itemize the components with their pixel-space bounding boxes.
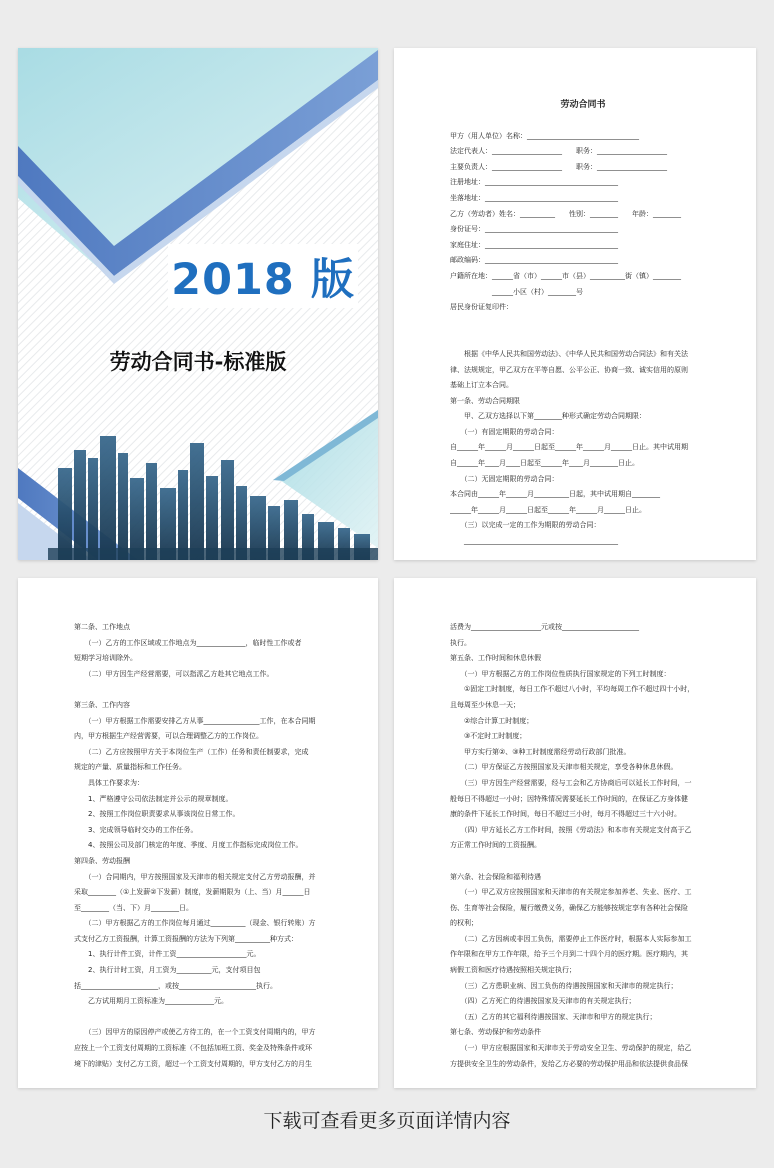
- text-line: 身份证号：______________________________________: [450, 225, 618, 234]
- text-line: 注册地址：______________________________________: [450, 178, 618, 187]
- text-line: 3、完成领导临时交办的工作任务。: [74, 825, 198, 834]
- text-line: （二）乙方因病或非因工负伤，需要停止工作医疗时，根据本人实际参加工: [450, 934, 692, 943]
- text-line: 律、法规规定，甲乙双方在平等自愿、公平公正、协商一致、诚实信用的原则: [450, 365, 688, 374]
- text-line: 第四条、劳动报酬: [74, 856, 130, 865]
- text-line: （三）乙方患职业病、因工负伤的待遇按照国家和天津市的规定执行；: [450, 981, 678, 990]
- text-line: 乙方试用期月工资标准为______________元。: [74, 997, 228, 1006]
- text-line: （三）以完成一定的工作为期限的劳动合同：: [450, 521, 601, 530]
- text-line: 内，甲方根据生产经营需要，可以合理调整乙方的工作岗位。: [74, 732, 263, 741]
- text-line: （一）甲方根据乙方的工作岗位性质执行国家规定的下列工时制度：: [450, 669, 671, 678]
- page-text: [450, 620, 716, 1072]
- cover-page: [18, 48, 378, 560]
- text-line: 般每日不得超过一小时；因特殊情况需要延长工作时间的，在保证乙方身体健: [450, 794, 688, 803]
- text-line: 康的条件下延长工作时间，每日不超过三小时，每月不得超过三十六小时。: [450, 810, 681, 819]
- text-line: （五）乙方的其它福利待遇按国家、天津市和甲方的规定执行；: [450, 1012, 657, 1021]
- text-line: 方提供安全卫生的劳动条件，发给乙方必要的劳动保护用品和依法提供食品保: [450, 1059, 688, 1068]
- text-line: 伤、生育等社会保险，履行缴费义务，确保乙方能够按规定享有各种社会保险: [450, 903, 688, 912]
- text-line: 第一条、劳动合同期限: [450, 396, 520, 405]
- text-line: [450, 316, 716, 332]
- text-line: 短期学习培训除外。: [74, 654, 137, 663]
- text-line: [450, 854, 716, 870]
- text-line: 甲方（用人单位）名称：________________________________: [450, 131, 639, 140]
- text-line: （一）有固定期限的劳动合同：: [450, 427, 559, 436]
- text-line: 本合同由______年______月__________日起，其中试用期自________: [450, 490, 660, 499]
- text-line: 第三条、工作内容: [74, 700, 130, 709]
- text-line: 甲、乙双方选择以下第________种形式确定劳动合同期限：: [450, 412, 646, 421]
- text-line: 的权利；: [450, 919, 478, 928]
- text-line: （二）无固定期限的劳动合同：: [450, 474, 559, 483]
- text-line: 邮政编码：______________________________________: [450, 256, 618, 265]
- contract-page-1: [394, 48, 756, 560]
- text-line: ①固定工时制度，每日工作不超过八小时，平均每周工作不超过四十小时，: [450, 685, 695, 694]
- text-line: 1、严格遵守公司依法制定并公示的规章制度。: [74, 794, 233, 803]
- text-line: 采取________（①上发薪②下发薪）制度，发薪期限为（上、当）月______日: [74, 888, 311, 897]
- text-line: （二）甲方根据乙方的工作岗位每月通过__________（现金、银行转账）方: [74, 919, 316, 928]
- text-line: 规定的产量、质量指标和工作任务。: [74, 763, 186, 772]
- cover-year-label: 2018 版: [168, 244, 358, 308]
- text-line: 活费为____________________元或按______________________: [450, 623, 639, 631]
- page-text: [74, 620, 338, 1072]
- text-line: （一）合同期内，甲方按照国家及天津市的相关规定支付乙方劳动报酬，并: [74, 872, 316, 881]
- contract-title: 劳动合同书: [560, 100, 606, 110]
- text-line: 家庭住址：______________________________________: [450, 240, 618, 249]
- text-line: 病假工资和医疗待遇按照相关规定执行；: [450, 966, 576, 975]
- text-line: 坐落地址：______________________________________: [450, 193, 618, 202]
- text-line: （一）甲方应根据国家和天津市关于劳动安全卫生、劳动保护的规定，给乙: [450, 1044, 692, 1053]
- text-line: 4、按照公司及部门核定的年度、季度、月度工作指标完成岗位工作。: [74, 841, 303, 850]
- text-line: [74, 682, 338, 698]
- text-line: 主要负责人：____________________ 职务：____________________: [450, 162, 667, 171]
- text-line: 第五条、工作时间和休息休假: [450, 654, 541, 663]
- text-line: 执行。: [450, 638, 471, 647]
- text-line: 自______年____月____日起至______年____月________日止。: [450, 459, 639, 468]
- text-line: 具体工作要求为：: [74, 778, 144, 787]
- contract-page-2: [18, 578, 378, 1088]
- text-line: 2、按照工作岗位职责要求从事该岗位日常工作。: [74, 810, 240, 819]
- text-line: [450, 331, 716, 347]
- text-line: 基础上订立本合同。: [450, 381, 513, 390]
- text-line: ③不定时工时制度；: [450, 732, 527, 741]
- text-line: 至________（当、下）月________日。: [74, 903, 193, 912]
- text-line: 应按上一个工资支付周期的工资标准（不包括加班工资、奖金及特殊条件或环: [74, 1044, 312, 1053]
- text-line: 式支付乙方工资报酬，计算工资报酬的方法为下列第__________种方式：: [74, 934, 298, 943]
- text-line: 2、执行计时工资，月工资为__________元，支付项目包: [74, 966, 261, 975]
- text-line: ______小区（村）________号: [450, 287, 583, 296]
- text-line: 自______年______月______日起至______年______月______日止。其中试用期: [450, 443, 688, 452]
- text-line: 乙方（劳动者）姓名：__________ 性别：________ 年龄：________: [450, 209, 681, 218]
- text-line: 且每周至少休息一天；: [450, 700, 520, 709]
- text-line: （二）甲方保证乙方按照国家及天津市相关规定，享受各种休息休假。: [450, 763, 678, 772]
- text-line: 第二条、工作地点: [74, 623, 130, 631]
- page-text: [450, 98, 716, 550]
- text-line: 方正常工作时间的工资报酬。: [450, 841, 541, 850]
- text-line: [74, 1010, 338, 1026]
- text-line: （三）甲方因生产经营需要，经与工会和乙方协商后可以延长工作时间，一: [450, 778, 692, 787]
- text-line: 法定代表人：____________________ 职务：____________________: [450, 147, 667, 156]
- text-line: 境下的津贴）支付乙方工资，超过一个工资支付周期的，甲方支付乙方的月生: [74, 1059, 312, 1068]
- text-line: 甲方实行第②、③种工时制度需经劳动行政部门批准。: [450, 747, 631, 756]
- text-line: （四）乙方死亡的待遇按国家及天津市的有关规定执行；: [450, 997, 636, 1006]
- text-line: 作年限和在甲方工作年限，给予三个月到二十四个月的医疗期。医疗期内，其: [450, 950, 688, 959]
- text-line: （三）因甲方的原因停产或使乙方待工的，在一个工资支付周期内的，甲方: [74, 1028, 316, 1037]
- text-line: 1、执行计件工资，计件工资____________________元。: [74, 950, 261, 959]
- text-line: （二）甲方因生产经营需要，可以指派乙方赴其它地点工作。: [74, 669, 274, 678]
- text-line: 根据《中华人民共和国劳动法》、《中华人民共和国劳动合同法》和有关法: [450, 349, 688, 358]
- text-line: 第七条、劳动保护和劳动条件: [450, 1028, 541, 1037]
- text-line: （一）甲乙双方应按照国家和天津市的有关规定参加养老、失业、医疗、工: [450, 888, 692, 897]
- text-line: 第六条、社会保险和福利待遇: [450, 872, 541, 881]
- text-line: （四）甲方延长乙方工作时间，按照《劳动法》和本市有关规定支付高于乙: [450, 825, 692, 834]
- text-line: 户籍所在地：______省（市）______市（县）__________街（镇）________: [450, 271, 681, 280]
- text-line: （一）乙方的工作区域或工作地点为______________，临时性工作或者: [74, 638, 302, 647]
- text-line: ______年______月______日起至______年______月______日止。: [450, 505, 646, 514]
- text-line: 居民身份证复印件：: [450, 303, 513, 312]
- text-line: ②综合计算工时制度；: [450, 716, 534, 725]
- cover-title: 劳动合同书-标准版: [109, 350, 287, 374]
- text-line: （一）甲方根据工作需要安排乙方从事________________工作，在本合同期: [74, 716, 316, 725]
- contract-page-3: [394, 578, 756, 1088]
- text-line: （二）乙方应按照甲方关于本岗位生产（工作）任务和责任制要求，完成: [74, 747, 309, 756]
- text-line: ____________________________________________: [450, 537, 618, 546]
- text-line: 括______________________，或按______________________执行。: [74, 981, 277, 990]
- download-hint: 下载可查看更多页面详情内容: [263, 1110, 511, 1132]
